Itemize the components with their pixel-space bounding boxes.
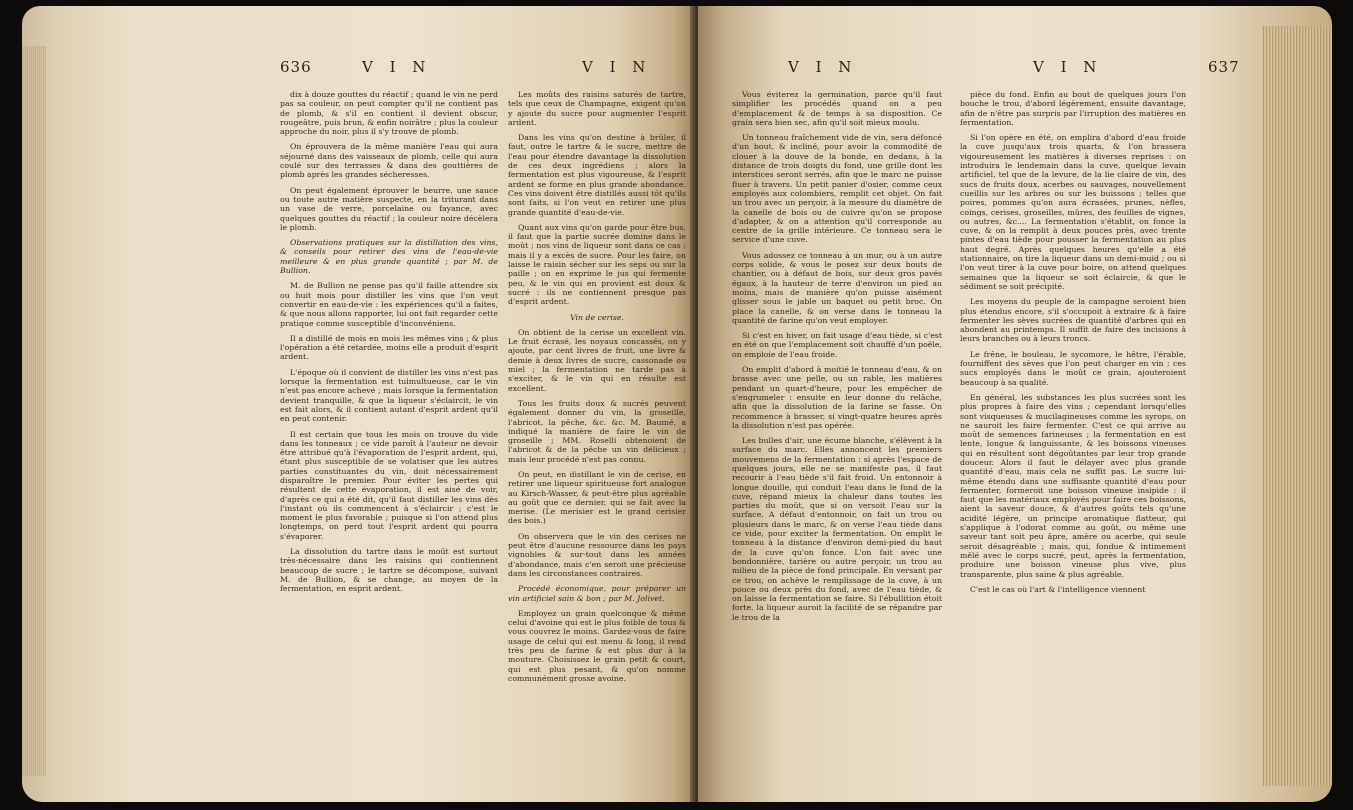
left-running-head-2: V I N xyxy=(582,58,652,76)
paragraph: L'époque où il convient de distiller les vins n'est pas lorsque la fermentation est tulmultueuse, car le vin n'est pas encore achevé ; mais lorsque la fermentation devient tranquille, & que la liqueur s'éclaircit, le vin est fait alors, & il contient autant d'esprit ardent qu'il en peut contenir. xyxy=(280,367,498,424)
paragraph: Procédé économique, pour préparer un vin artificiel sain & bon ; par M. Jolivet. xyxy=(508,584,686,603)
right-running-head-2: V I N xyxy=(1033,58,1103,76)
left-page-column-1 xyxy=(280,90,498,600)
right-page-column-2 xyxy=(960,90,1186,600)
paragraph: La dissolution du tartre dans le moût est surtout très-nécessaire dans les raisins qui contiennent beaucoup de sucre ; le tartre se décompose, suivant M. de Bullion, & se change, au moyen de la fermentation, en esprit ardent. xyxy=(280,547,498,594)
paragraph: C'est le cas où l'art & l'intelligence viennent xyxy=(970,584,1146,594)
paragraph: Si c'est en hiver, on fait usage d'eau tiède, si c'est en été on que l'emplacement soit chauffé d'un poële, on emploie de l'eau froide. xyxy=(732,331,942,359)
paragraph: On emplit d'abord à moitié le tonneau d'eau, & on brasse avec une pelle, ou un rable, les matières pendant un quart-d'heure, pour les empêcher de s'engrumeler : ensuite en leur donne du relâche, afin que la dissolution de la farine se fasse. On recommence à brasser, si vingt-quatre heures après la dissolution n'est pas opérée. xyxy=(732,365,942,430)
paragraph: On peut également éprouver le beurre, une sauce ou toute autre matière suspecte, en la triturant dans un vase de verre, porcelaine ou fayance, avec quelques gouttes du réactif ; la couleur noire décèlera le plomb. xyxy=(280,185,498,232)
paragraph: On obtient de la cerise un excellent vin. Le fruit écrasé, les noyaux concassés, on y ajoute, par cent livres de fruit, une livre & demie à deux livres de sucre, cassonade ou miel ; la fermentation ne tarde pas à s'exciter, & le vin qui en résulte est excellent. xyxy=(508,327,686,393)
paragraph: Employez un grain quelconque & même celui d'avoine qui est le plus foible de tous & vous couvrez le moins. Gardez-vous de faire usage de celui qui est menu & long, il rend très peu de farine & est plus dur à la mouture. Choisissez le grain petit & court, qui est plus pesant, & qu'on nomme communément grosse avoine. xyxy=(508,608,686,683)
paragraph: Vous adossez ce tonneau à un mur, ou à un autre corps solide, & vous le posez sur deux bouts de chantier, ou à défaut de bois, sur deux gros pavés égaux, à la hauteur de terre d'environ un pied au moins, mais de manière qu'on puisse aisément glisser sous le jable un baquet ou petit broc. On place la canelle, & on verse dans le tonneau la quantité de farine qu'on veut employer. xyxy=(732,250,942,325)
paragraph: Quant aux vins qu'on garde pour être bus, il faut que la partie sucrée domine dans le moût ; nos vins de liqueur sont dans ce cas ; mais il y a excès de sucre. Pour les faire, on laisse le raisin sécher sur les seps ou sur la paille ; on en exprime le jus qui fermente peu, & le vin qui en provient est doux & sucré : ils ne contiennent presque pas d'esprit ardent. xyxy=(508,222,686,307)
left-page xyxy=(22,6,694,802)
paragraph: Vin de cerise. xyxy=(570,312,624,322)
paragraph: Un tonneau fraîchement vide de vin, sera défoncé d'un bout, & incliné, pour avoir la commodité de clouer à la douve de la bonde, en dedans, à la distance de trois doigts du fond, une grille dont les interstices seront serrés, afin que le marc ne puisse fluer à travers. Un petit panier d'osier, comme ceux employés aux colombiers, remplit cet objet. On fait un trou avec un perçoir, à la mesure du diamètre de la canelle de bois ou de cuivre qu'on se propose d'adapter, & on a attention qu'il corresponde au centre de la grille intérieure. Ce tonneau sera le service d'une cuve. xyxy=(732,133,942,245)
left-fore-edge xyxy=(22,46,46,776)
paragraph: Vous éviterez la germination, parce qu'il faut simplifier les procédés quand on a peu d'emplacement & de temps à sa disposition. Ce grain sera bien sec, afin qu'il soit mieux moulu. xyxy=(732,90,942,127)
right-page-column-1 xyxy=(732,90,942,628)
left-page-number: 636 xyxy=(280,58,312,76)
right-fore-edge xyxy=(1262,26,1332,786)
paragraph: Il est certain que tous les mois on trouve du vide dans les tonneaux ; ce vide paroît à l'auteur ne devoir être attribué qu'à l'évaporation de l'esprit ardent, qui, étant plus susceptible de se volatiser que les autres parties constituantes du vin, doit nécessairement disparoître le premier. Pour éviter les pertes qui résultent de cette évaporation, il est aisé de voir, d'après ce qui a été dit, qu'il faut distiller les vins dès l'instant où ils commencent à s'éclaircir ; c'est le moment le plus favorable ; puisque si l'on attend plus longtemps, on perd tout l'esprit ardent qui pourra s'évaporer. xyxy=(280,429,498,541)
left-running-head-1: V I N xyxy=(362,58,432,76)
paragraph: Si l'on opère en été, on emplira d'abord d'eau froide la cuve jusqu'aux trois quarts, & l'on brassera vigoureusement les matières à diverses reprises : on introduira le lendemain dans la cuve, quelque levain artificiel, tel que de la levure, de la lie claire de vin, des sucs de fruits doux, acerbes ou sauvages, nouvellement cueillis sur les arbres ou sur les buissons ; telles que poires, pommes qu'on aura écrasées, prunes, nèfles, coings, cerises, groseilles, mûres, des feuilles de vignes, ou autres, &c.... La fermentation s'établit, on fonce la cuve, & on la remplit à deux pouces près, avec trente pintes d'eau tiède pour pousser la fermentation au plus haut degré. Après quelques heures qu'elle a été stationnaire, on tire la liqueur dans un demi-muid ; ou si l'on veut tirer à la cuve pour boire, on attend quelques semaines que la liqueur se soit éclaircie, & que le sédiment se soit précipité. xyxy=(960,133,1186,291)
paragraph: On peut, en distillant le vin de cerise, en retirer une liqueur spiritueuse fort analogue au Kirsch-Wasser, & peut-être plus agréable au goût que ce dernier, qui se fait avec la merise. (Le merisier est le grand cerisier des bois.) xyxy=(508,469,686,526)
paragraph: En général, les substances les plus sucrées sont les plus propres à faire des vins ; cependant lorsqu'elles sont visqueuses & mucilagineuses comme les syrops, on ne sauroit les faire fermenter. C'est ce qui arrive au moût de semences farineuses ; la fermentation en est lente, longue & languissante, & les boissons vineuses qui en résultent sont dégoûtantes par leur trop grande douceur. Alors il faut le délayer avec plus grande quantité d'eau, mais cela ne suffit pas. Le sucre lui-même étendu dans une suffisante quantité d'eau pour fermenter, formeroit une boisson vineuse insipide : il faut que les matériaux employés pour faire ces boissons, aient la saveur douce, & d'autres goûts tels qu'une acidité légère, un principe aromatique flatteur, qui s'applique à l'odorat comme au goût, ou même une saveur tant soit peu âpre, amère ou acerbe, qui seule seroit désagréable ; mais, qui, fondue & intimement mêlé avec le corps sucré, peut, après la fermentation, produire une boisson vineuse plus vive, plus transparente, plus saine & plus agréable. xyxy=(960,392,1186,579)
paragraph: Tous les fruits doux & sucrés peuvent également donner du vin, la groseille, l'abricot, la pêche, &c. &c. M. Baumé, a indiqué la manière de faire le vin de groseille ; MM. Roselli obtenoient de l'abricot & de la pêche un vin délicieux ; mais leur procédé n'est pas connu. xyxy=(508,398,686,464)
paragraph: On observera que le vin des cerises ne peut être d'aucune ressource dans les pays vignobles & sur-tout dans les années d'abondance, mais c'en seroit une précieuse dans les circonstances contraires. xyxy=(508,531,686,578)
right-running-head-1: V I N xyxy=(788,58,858,76)
right-page xyxy=(698,6,1332,802)
paragraph: Le frêne, le bouleau, le sycomore, le hêtre, l'érable, fourniffent des sèves que l'on peut charger en vin ; ces sucs employés dans le moût ce grain, ajouteroient beaucoup à sa qualité. xyxy=(960,349,1186,387)
paragraph: Les moûts des raisins saturés de tartre, tels que ceux de Champagne, exigent qu'on y ajoute du sucre pour augmenter l'esprit ardent. xyxy=(508,90,686,127)
right-page-number: 637 xyxy=(1208,58,1240,76)
paragraph: dix à douze gouttes du réactif ; quand le vin ne perd pas sa couleur, on peut compter qu'il ne contient pas de plomb, & s'il en contient il devient obscur, rougeâtre, puis brun, & enfin noirâtre ; plus la couleur approche du noir, plus il s'y trouve de plomb. xyxy=(280,90,498,137)
paragraph: Il a distillé de mois en mois les mêmes vins ; & plus l'opération a été retardée, moins elle a produit d'esprit ardent. xyxy=(280,333,498,362)
paragraph: M. de Bullion ne pense pas qu'il faille attendre six ou huit mois pour distiller les vins que l'on veut convertir en eau-de-vie : les expériences qu'il a faites, & que nous allons rapporter, lui ont fait regarder cette pratique comme susceptible d'inconvéniens. xyxy=(280,281,498,328)
paragraph: Observations pratiques sur la distillation des vins, & conseils pour retirer des vins de l'eau-de-vie meilleure & en plus grande quantité ; par M. de Bullion. xyxy=(280,238,498,276)
paragraph: Dans les vins qu'on destine à brûler, il faut, outre le tartre & le sucre, mettre de l'eau pour étendre davantage la dissolution de ces deux ingrédiens ; alors la fermentation est plus vigoureuse, & l'esprit ardent se forme en plus grande abondance. Ces vins doivent être distillés aussi tôt qu'ils sont faits, si l'on veut en retirer une plus grande quantité d'eau-de-vie. xyxy=(508,133,686,217)
paragraph: Les moyens du peuple de la campagne seroient bien plus étendus encore, s'il s'occupoit à extraire & à faire fermenter les sèves sucrées de quantité d'arbres qui en abondent au printemps. Il suffit de faire des incisions à leurs branches ou à leurs troncs. xyxy=(960,297,1186,344)
open-book xyxy=(22,6,1332,802)
paragraph: On éprouvera de la même manière l'eau qui aura séjourné dans des vaisseaux de plomb, celle qui aura coulé sur des terrasses & dans des gouttières de plomb après les grandes sécheresses. xyxy=(280,142,498,180)
left-page-column-2 xyxy=(508,90,686,689)
paragraph: Les bulles d'air, une écume blanche, s'élèvent à la surface du marc. Elles annoncent les premiers mouvemens de la fermentation : si après l'espace de quelques jours, elle ne se manifeste pas, il faut recourir à l'eau tiède s'il fait froid. Un entonnoir à longue douille, qui conduit l'eau dans le fond de la cuve, répand mieux la chaleur dans toutes les parties du moût, que si on versoit l'eau sur la surface. A défaut d'entonnoir, on fait un trou ou plusieurs dans le marc, & on verse l'eau tiède dans ce vide, pour exciter la fermentation. On emplit le tonneau à la distance d'environ demi-pied du haut de la cuve qu'on fonce. L'on fait avec une bondonnière, tarière ou autre perçoir, un trou au milieu de la pièce de fond principale. En versant par ce trou, on achève le remplissage de la cuve, à un pouce ou deux près du fond, avec de l'eau tiède, & on laisse la fermentation se faire. Si l'ébullition étoit forte, la liqueur auroit la facilité de se répandre par le trou de la xyxy=(732,436,942,622)
paragraph: pièce du fond. Enfin au bout de quelques jours l'on bouche le trou, d'abord légèrement, ensuite davantage, afin de n'être pas surpris par l'irruption des matières en fermentation. xyxy=(960,90,1186,127)
